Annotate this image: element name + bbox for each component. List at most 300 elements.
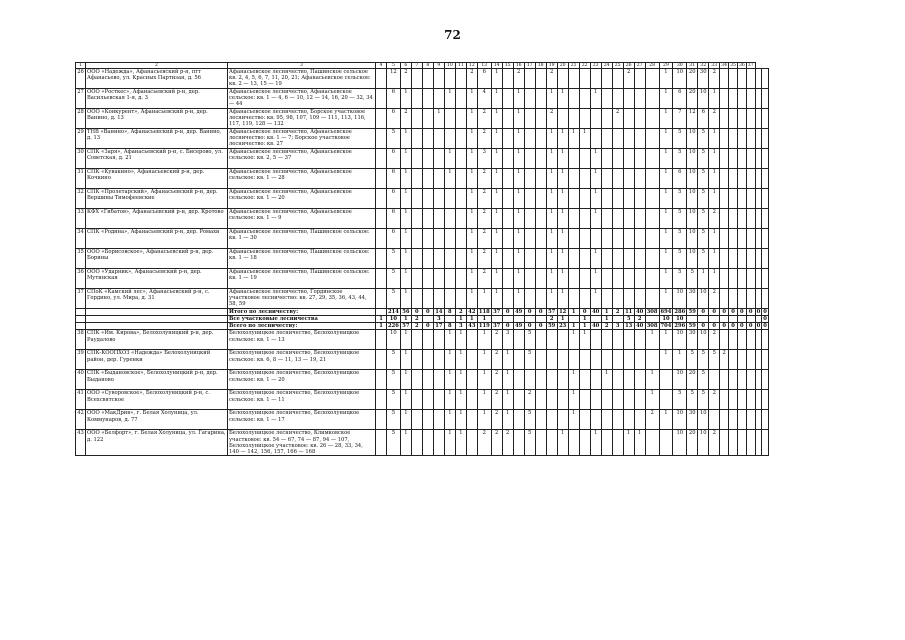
value-cell — [524, 269, 535, 289]
value-cell: 7 — [673, 109, 687, 129]
value-cell: 2 — [477, 189, 491, 209]
value-cell — [623, 169, 634, 189]
value-cell: 1 — [698, 269, 709, 289]
value-cell: 1 — [546, 209, 557, 229]
value-cell — [590, 330, 601, 350]
value-cell — [455, 289, 466, 309]
value-cell — [729, 169, 738, 189]
totals-value: 0 — [763, 316, 767, 323]
value-cell: 1 — [400, 209, 411, 229]
blank-cell — [76, 316, 86, 323]
totals-value: 694 — [660, 309, 672, 315]
column-number: 15 — [502, 63, 513, 69]
value-cell: 2 — [477, 430, 491, 456]
value-cell — [444, 109, 455, 129]
value-cell: 1 — [466, 109, 477, 129]
totals-value: 704 — [660, 323, 672, 330]
value-cell — [720, 189, 729, 209]
forestry-cell: Белохолуницкое лесничество, Белохолуницкое сельское: кв. 1 — 11 — [228, 390, 376, 410]
totals-value — [645, 316, 659, 323]
value-cell: 2 — [400, 69, 411, 89]
value-cell: 5 — [673, 390, 687, 410]
value-cell — [601, 410, 612, 430]
column-number: 16 — [513, 63, 524, 69]
value-cell — [720, 129, 729, 149]
value-cell: 6 — [673, 89, 687, 109]
value-cell — [376, 390, 387, 410]
value-cell — [535, 430, 546, 456]
value-cell: 10 — [687, 169, 698, 189]
value-cell — [590, 390, 601, 410]
row-number: 36 — [76, 269, 86, 289]
value-cell — [762, 89, 769, 109]
value-cell: 20 — [687, 69, 698, 89]
value-cell: 1 — [444, 390, 455, 410]
value-cell: 1 — [513, 249, 524, 269]
value-cell: 1 — [400, 269, 411, 289]
value-cell: 2 — [477, 209, 491, 229]
value-cell — [422, 269, 433, 289]
value-cell: 1 — [513, 129, 524, 149]
value-cell: 10 — [687, 229, 698, 249]
value-cell: 5 — [387, 289, 401, 309]
value-cell: 1 — [477, 330, 491, 350]
value-cell — [546, 430, 557, 456]
value-cell — [634, 350, 645, 370]
value-cell — [590, 229, 601, 249]
value-cell: 1 — [659, 249, 673, 269]
value-cell — [411, 269, 422, 289]
totals-label: Все участковые лесничества — [228, 316, 376, 323]
totals-value: 0 — [422, 309, 433, 316]
value-cell — [466, 370, 477, 390]
totals-value: 308 — [646, 309, 658, 315]
value-cell: 1 — [673, 350, 687, 370]
value-cell: 2 — [491, 390, 502, 410]
organization-cell: ООО «Надежда», Афанасьевский р-н, пгт Афанасьево, ул. Красных Партизан, д. 56 — [86, 69, 228, 89]
value-cell: 1 — [557, 209, 568, 229]
organization-cell: СПК «Пролетарский», Афанасьевский р-н, дер. Вершины Тимофеевские — [86, 189, 228, 209]
value-cell: 2 — [400, 109, 411, 129]
value-cell: 1 — [400, 350, 411, 370]
value-cell — [623, 109, 634, 129]
value-cell — [579, 269, 590, 289]
value-cell — [466, 350, 477, 370]
value-cell: 1 — [466, 189, 477, 209]
totals-value: 23 — [559, 323, 567, 330]
value-cell — [411, 410, 422, 430]
value-cell — [590, 350, 601, 370]
column-number: 8 — [422, 63, 433, 69]
value-cell: 1 — [590, 149, 601, 169]
blank-cell — [76, 323, 86, 330]
value-cell — [762, 289, 769, 309]
value-cell: 5 — [698, 169, 709, 189]
totals-value: 17 — [435, 323, 443, 330]
value-cell: 1 — [546, 149, 557, 169]
totals-value: 0 — [763, 323, 767, 330]
value-cell: 5 — [687, 350, 698, 370]
value-cell: 12 — [387, 69, 401, 89]
column-number: 19 — [546, 63, 557, 69]
forestry-cell: Белохолуницкое лесничество, Белохолуницкое сельское: кв. 1 — 13 — [228, 330, 376, 350]
value-cell: 6 — [698, 109, 709, 129]
row-number: 40 — [76, 370, 86, 390]
value-cell — [612, 189, 623, 209]
value-cell — [634, 289, 645, 309]
value-cell — [433, 169, 444, 189]
totals-value — [698, 316, 709, 323]
organization-cell: ООО «Конкурент», Афанасьевский р-н, дер. Ванино, д. 13 — [86, 109, 228, 129]
value-cell — [755, 169, 762, 189]
value-cell: 6 — [387, 169, 401, 189]
column-number: 26 — [623, 63, 634, 69]
value-cell — [645, 229, 659, 249]
value-cell — [729, 249, 738, 269]
value-cell — [524, 209, 535, 229]
value-cell — [579, 169, 590, 189]
table-row — [76, 129, 769, 149]
value-cell: 2 — [491, 350, 502, 370]
value-cell — [729, 390, 738, 410]
column-number: 12 — [466, 63, 477, 69]
value-cell: 2 — [477, 169, 491, 189]
value-cell — [746, 89, 755, 109]
value-cell — [411, 189, 422, 209]
value-cell: 1 — [659, 69, 673, 89]
totals-value: 14 — [435, 309, 443, 315]
value-cell — [422, 350, 433, 370]
value-cell — [601, 430, 612, 456]
value-cell — [376, 330, 387, 350]
value-cell — [455, 89, 466, 109]
value-cell: 5 — [673, 209, 687, 229]
column-number: 35 — [730, 63, 736, 68]
value-cell: 12 — [687, 109, 698, 129]
totals-value — [524, 316, 535, 323]
value-cell: 1 — [491, 289, 502, 309]
value-cell: 1 — [659, 189, 673, 209]
forestry-cell: Афанасьевское лесничество, Пашинское сельское кв. 2, 4, 5, 6, 7, 11, 20, 21; Афанасьевское сельское: кв. 2 — 13, 15 — 19 — [228, 69, 376, 89]
value-cell — [376, 370, 387, 390]
forestry-cell: Афанасьевское лесничество, Гординское участковое лесничество: кв. 27, 29, 35, 36, 43, 44, 58, 59 — [228, 289, 376, 309]
value-cell — [720, 289, 729, 309]
value-cell: 1 — [546, 269, 557, 289]
column-number: 7 — [411, 63, 422, 69]
value-cell — [411, 249, 422, 269]
value-cell — [623, 189, 634, 209]
row-number: 39 — [76, 350, 86, 370]
value-cell: 10 — [687, 149, 698, 169]
value-cell: 2 — [709, 209, 720, 229]
totals-value: 8 — [444, 323, 455, 330]
organization-cell: ООО «Белфорт», г. Белая Холуница, ул. Гагарина, д. 122 — [86, 430, 228, 456]
value-cell: 1 — [546, 189, 557, 209]
value-cell — [720, 370, 729, 390]
value-cell: 2 — [491, 330, 502, 350]
value-cell — [612, 69, 623, 89]
value-cell — [513, 390, 524, 410]
value-cell — [720, 249, 729, 269]
value-cell: 1 — [444, 89, 455, 109]
value-cell — [612, 209, 623, 229]
value-cell — [433, 249, 444, 269]
value-cell — [513, 350, 524, 370]
value-cell: 6 — [387, 149, 401, 169]
value-cell — [535, 149, 546, 169]
value-cell: 2 — [623, 69, 634, 89]
value-cell — [535, 269, 546, 289]
value-cell — [524, 370, 535, 390]
value-cell — [755, 229, 762, 249]
value-cell: 5 — [687, 390, 698, 410]
totals-value — [568, 316, 579, 323]
value-cell — [433, 149, 444, 169]
value-cell — [502, 169, 513, 189]
value-cell — [623, 269, 634, 289]
value-cell — [755, 89, 762, 109]
value-cell: 1 — [513, 209, 524, 229]
forestry-cell: Афанасьевское лесничество, Афанасьевское сельское: кв. 1 — 20 — [228, 189, 376, 209]
row-number: 42 — [76, 410, 86, 430]
value-cell — [623, 350, 634, 370]
value-cell — [422, 249, 433, 269]
value-cell — [411, 370, 422, 390]
value-cell: 1 — [400, 249, 411, 269]
value-cell — [376, 209, 387, 229]
value-cell — [659, 370, 673, 390]
forestry-cell: Афанасьевское лесничество, Борское участковое лесничество: кв. 95, 98, 107, 109 — 111, 113, 116, 117, 119, 128 — 132 — [228, 109, 376, 129]
value-cell — [411, 169, 422, 189]
value-cell — [601, 129, 612, 149]
value-cell — [746, 410, 755, 430]
value-cell: 2 — [466, 69, 477, 89]
totals-label: Всего по лесничеству: — [228, 323, 376, 330]
value-cell — [755, 430, 762, 456]
row-number: 30 — [76, 149, 86, 169]
value-cell — [612, 269, 623, 289]
totals-value: 1 — [455, 316, 466, 323]
totals-value: 0 — [422, 323, 433, 330]
value-cell — [601, 390, 612, 410]
value-cell: 1 — [400, 189, 411, 209]
totals-value: 2 — [612, 309, 623, 316]
value-cell: 2 — [477, 269, 491, 289]
value-cell — [623, 410, 634, 430]
value-cell — [729, 410, 738, 430]
value-cell — [709, 410, 720, 430]
value-cell: 1 — [444, 330, 455, 350]
table-row — [76, 410, 769, 430]
value-cell — [433, 69, 444, 89]
totals-value: 2 — [411, 316, 422, 323]
value-cell — [746, 430, 755, 456]
value-cell: 1 — [546, 89, 557, 109]
table-row — [76, 89, 769, 109]
value-cell: 5 — [524, 330, 535, 350]
forestry-cell: Афанасьевское лесничество, Афанасьевское лесничество: кв. 1 — 7; Борское участковое лесничество: кв. 27 — [228, 129, 376, 149]
column-number: 11 — [455, 63, 466, 69]
value-cell — [746, 390, 755, 410]
totals-value: 0 — [756, 323, 761, 330]
value-cell: 2 — [513, 69, 524, 89]
totals-value — [687, 316, 698, 323]
value-cell: 10 — [698, 410, 709, 430]
value-cell — [623, 129, 634, 149]
totals-value: 0 — [709, 323, 720, 330]
value-cell — [634, 229, 645, 249]
value-cell: 1 — [444, 370, 455, 390]
value-cell — [623, 289, 634, 309]
value-cell — [612, 330, 623, 350]
value-cell: 2 — [709, 69, 720, 89]
value-cell: 2 — [612, 109, 623, 129]
value-cell — [601, 149, 612, 169]
column-number: 33 — [709, 63, 720, 69]
value-cell — [557, 109, 568, 129]
value-cell — [568, 69, 579, 89]
value-cell — [755, 189, 762, 209]
totals-value: 59 — [688, 309, 696, 315]
value-cell: 30 — [687, 330, 698, 350]
value-cell: 1 — [513, 189, 524, 209]
value-cell: 2 — [477, 129, 491, 149]
value-cell: 1 — [557, 269, 568, 289]
totals-value — [491, 316, 502, 323]
value-cell: 1 — [590, 269, 601, 289]
value-cell — [612, 430, 623, 456]
value-cell — [502, 209, 513, 229]
value-cell — [645, 69, 659, 89]
forestry-cell: Афанасьевское лесничество, Афанасьевское сельское: кв. 1 — 28 — [228, 169, 376, 189]
totals-value: 0 — [709, 309, 720, 316]
totals-value: 214 — [388, 309, 399, 315]
value-cell: 3 — [477, 149, 491, 169]
totals-value: 37 — [493, 323, 501, 330]
value-cell: 5 — [524, 410, 535, 430]
totals-value: 57 — [402, 323, 410, 330]
totals-value: 0 — [720, 309, 729, 316]
value-cell — [376, 189, 387, 209]
value-cell — [411, 129, 422, 149]
value-cell: 1 — [659, 289, 673, 309]
value-cell — [455, 169, 466, 189]
value-cell — [762, 390, 769, 410]
value-cell — [411, 289, 422, 309]
column-number: 13 — [477, 63, 491, 69]
value-cell: 10 — [687, 189, 698, 209]
value-cell — [557, 350, 568, 370]
value-cell — [546, 350, 557, 370]
value-cell — [645, 89, 659, 109]
value-cell — [411, 330, 422, 350]
value-cell — [376, 410, 387, 430]
forestry-cell: Белохолуницкое лесничество, Белохолуницкое сельское: кв. 1 — 17 — [228, 410, 376, 430]
value-cell: 1 — [709, 189, 720, 209]
totals-value: 3 — [612, 323, 623, 330]
value-cell: 1 — [513, 269, 524, 289]
totals-value: 0 — [579, 309, 590, 316]
value-cell: 2 — [546, 69, 557, 89]
value-cell: 1 — [455, 330, 466, 350]
column-number: 4 — [376, 63, 387, 69]
table-row — [76, 370, 769, 390]
value-cell: 1 — [455, 390, 466, 410]
value-cell — [720, 89, 729, 109]
value-cell: 1 — [466, 149, 477, 169]
value-cell — [466, 330, 477, 350]
value-cell — [502, 129, 513, 149]
value-cell — [729, 69, 738, 89]
value-cell — [720, 109, 729, 129]
totals-value: 1 — [579, 323, 590, 330]
forestry-cell: Афанасьевское лесничество, Афанасьевское сельское: кв. 1 — 4, 6 — 10, 12 — 14, 16, 20 — 32, 34 — 44 — [228, 89, 376, 109]
value-cell — [568, 89, 579, 109]
value-cell: 1 — [400, 430, 411, 456]
value-cell: 1 — [659, 129, 673, 149]
column-number: 27 — [634, 63, 645, 69]
value-cell: 1 — [709, 249, 720, 269]
value-cell: 1 — [513, 149, 524, 169]
value-cell — [623, 209, 634, 229]
value-cell — [601, 229, 612, 249]
value-cell — [524, 189, 535, 209]
value-cell: 1 — [477, 350, 491, 370]
value-cell: 4 — [477, 89, 491, 109]
page-number: 72 — [444, 28, 461, 42]
value-cell — [755, 69, 762, 89]
value-cell: 1 — [466, 249, 477, 269]
value-cell — [729, 370, 738, 390]
value-cell — [433, 350, 444, 370]
value-cell — [568, 109, 579, 129]
value-cell: 5 — [698, 189, 709, 209]
value-cell — [579, 69, 590, 89]
value-cell — [729, 149, 738, 169]
value-cell — [634, 330, 645, 350]
value-cell: 1 — [491, 149, 502, 169]
value-cell — [746, 269, 755, 289]
value-cell — [524, 289, 535, 309]
value-cell: 2 — [709, 330, 720, 350]
totals-value: 59 — [688, 323, 696, 330]
value-cell: 1 — [709, 169, 720, 189]
totals-value: 1 — [601, 309, 612, 316]
value-cell: 1 — [546, 289, 557, 309]
column-number: 37 — [747, 63, 754, 68]
value-cell: 2 — [645, 410, 659, 430]
value-cell — [634, 89, 645, 109]
value-cell — [737, 390, 746, 410]
value-cell — [762, 109, 769, 129]
value-cell — [376, 89, 387, 109]
table-row — [76, 289, 769, 309]
value-cell — [411, 350, 422, 370]
totals-label: Итого по лесничеству: — [228, 309, 376, 316]
value-cell — [645, 430, 659, 456]
value-cell — [601, 69, 612, 89]
value-cell — [455, 109, 466, 129]
value-cell: 5 — [698, 350, 709, 370]
value-cell — [579, 189, 590, 209]
table-row — [76, 350, 769, 370]
value-cell — [411, 109, 422, 129]
value-cell — [737, 410, 746, 430]
value-cell — [601, 189, 612, 209]
value-cell — [535, 89, 546, 109]
value-cell — [444, 209, 455, 229]
value-cell — [762, 370, 769, 390]
